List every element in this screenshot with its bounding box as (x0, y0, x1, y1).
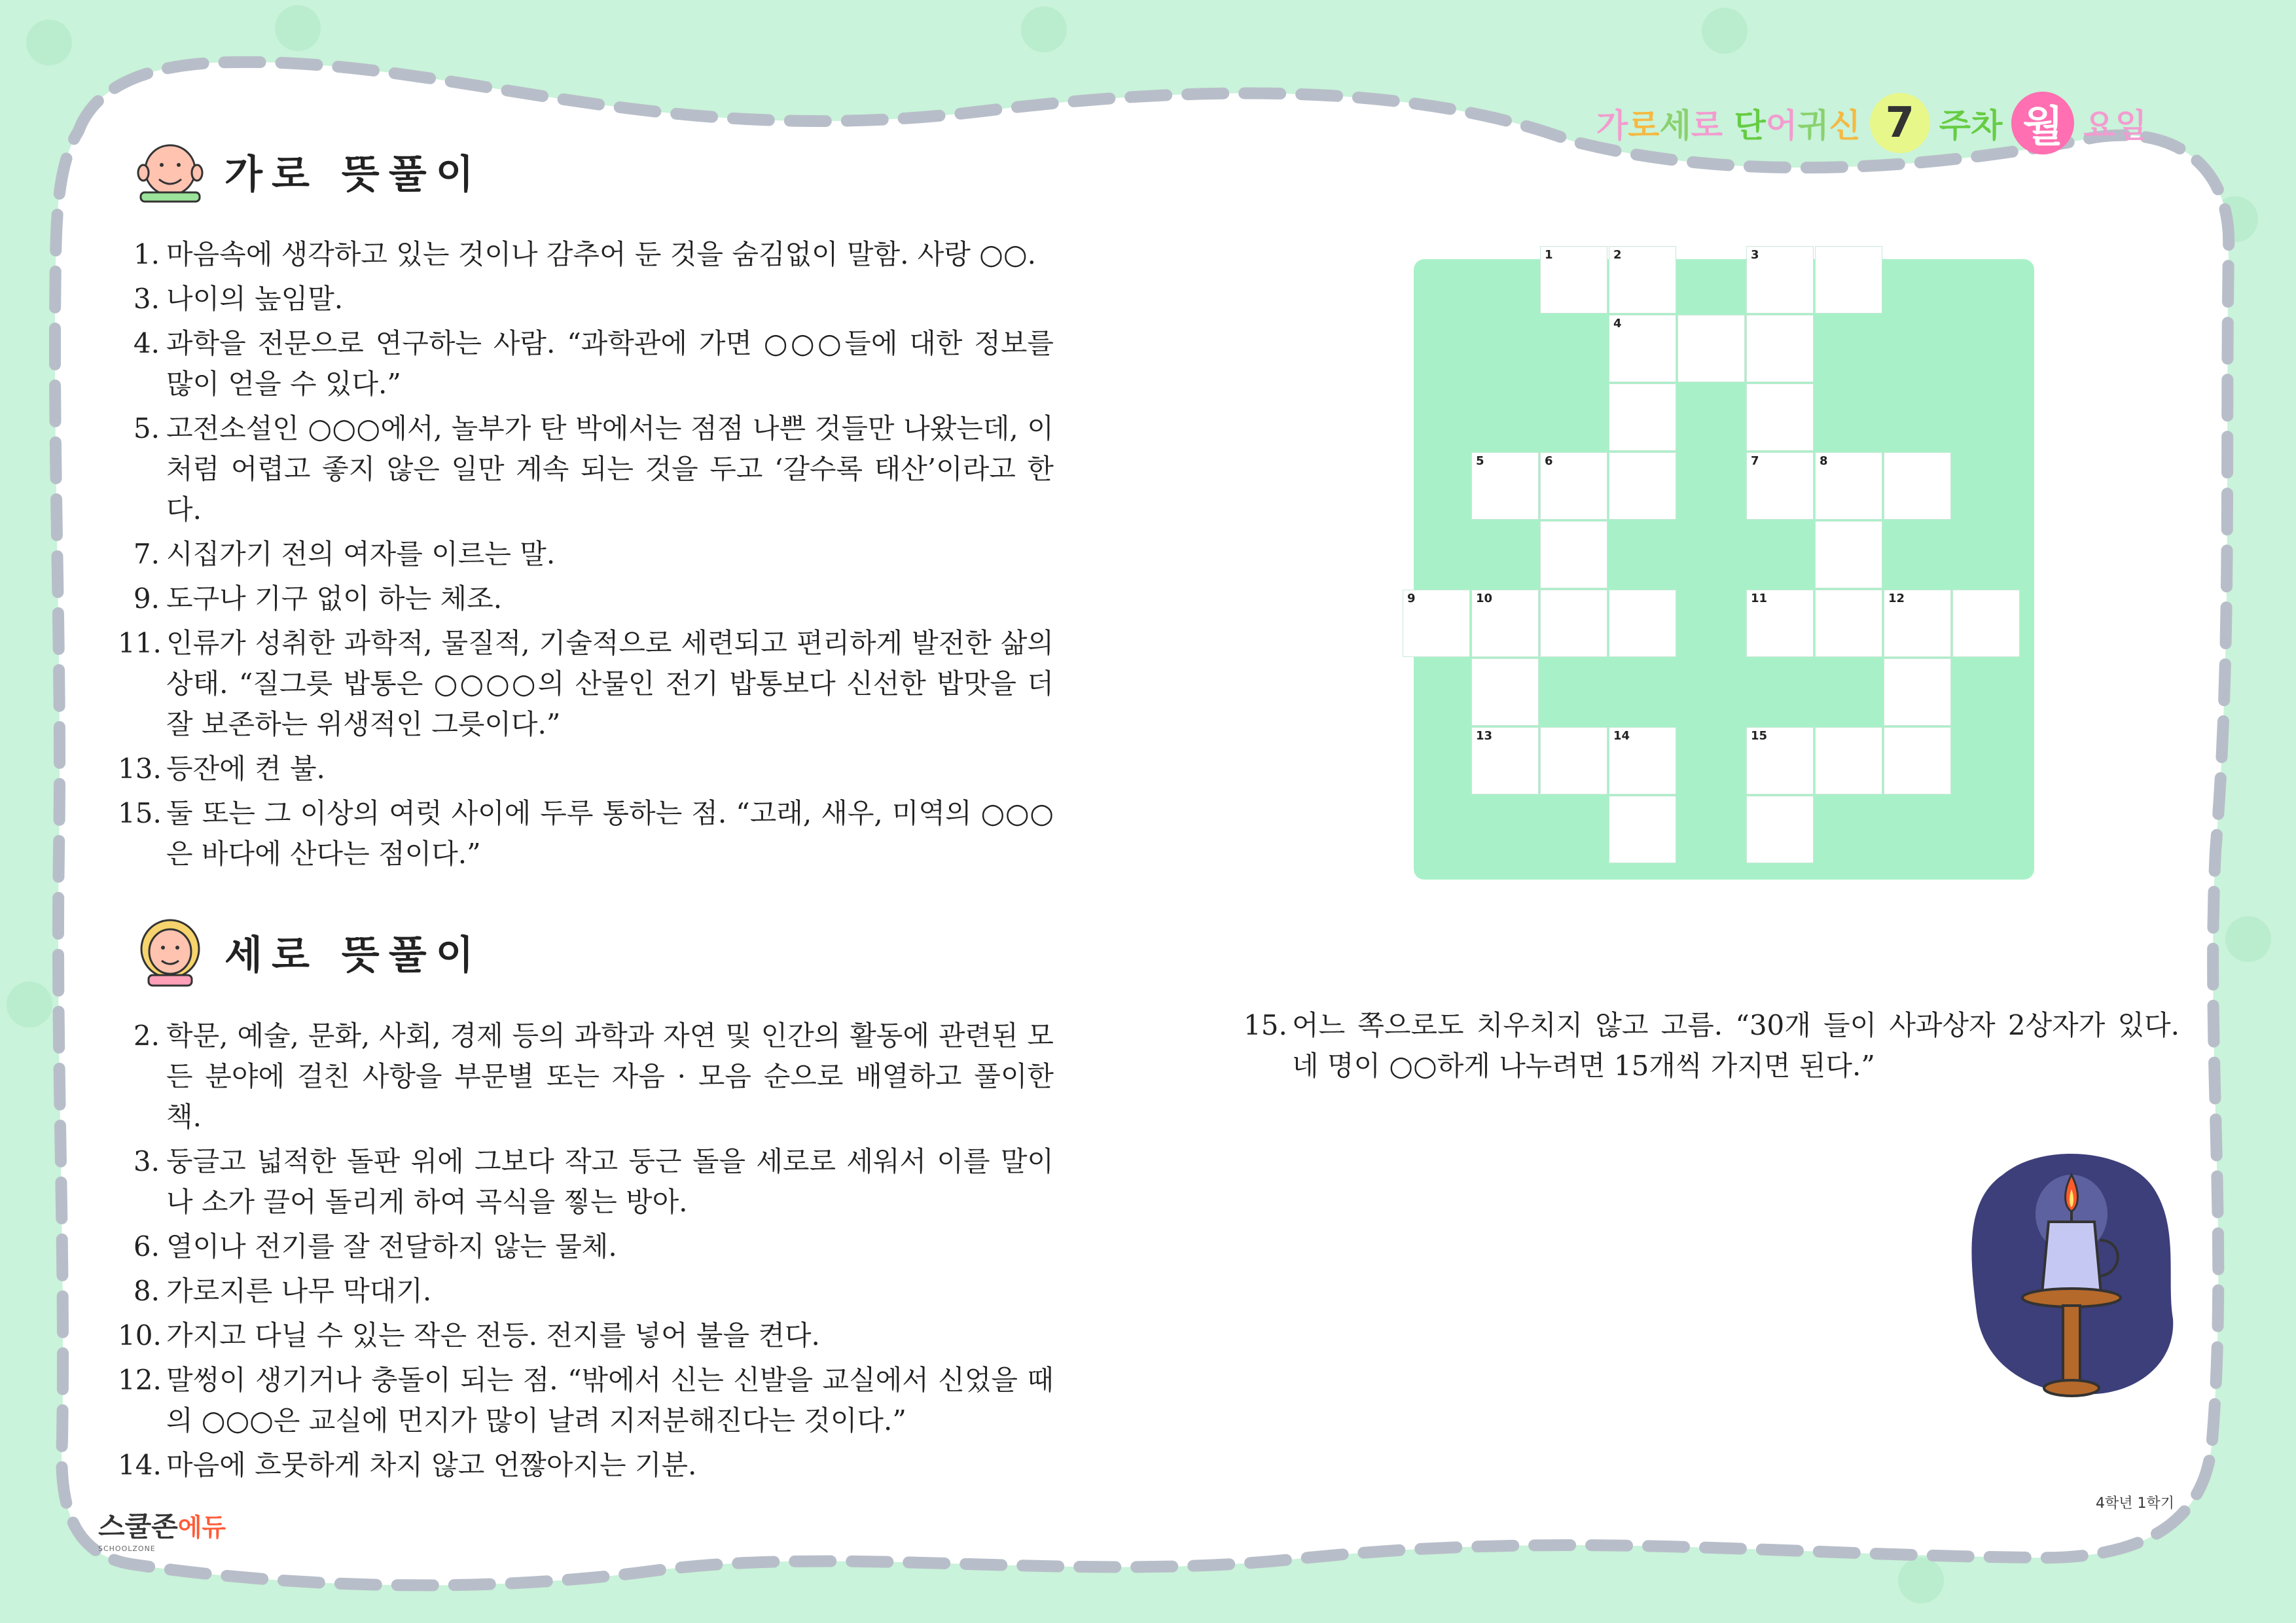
crossword-cell-number: 3 (1751, 248, 1759, 262)
clue-item (118, 323, 1054, 404)
crossword-cell[interactable] (1540, 590, 1607, 657)
clue-item (118, 749, 1054, 789)
crossword-cell-number: 14 (1613, 729, 1630, 743)
clue-text: 어느 쪽으로도 치우치지 않고 고름. “30개 들이 사과상자 2상자가 있다. 네 명이 ○○하게 나누려면 15개씩 가지면 된다.” (1292, 1009, 2179, 1082)
crossword-cell[interactable] (1746, 590, 1814, 657)
crossword-cell[interactable] (1746, 727, 1814, 794)
clue-number: 10. (118, 1319, 162, 1351)
crossword-cell-number: 8 (1820, 454, 1828, 468)
grade-label: 4학년 1학기 (2096, 1495, 2174, 1512)
header-title-char: 세 (1659, 107, 1691, 145)
clue-item (118, 1360, 1054, 1441)
clue-text: 열이나 전기를 잘 전달하지 않는 물체. (166, 1230, 617, 1262)
day-badge: 월 (2011, 92, 2074, 154)
crossword-cell[interactable] (1815, 590, 1882, 657)
clue-number: 4. (133, 327, 160, 359)
clue-text: 나이의 높임말. (166, 283, 344, 315)
publisher-logo (98, 1505, 226, 1553)
clue-item (118, 279, 1054, 319)
clue-number: 8. (133, 1275, 160, 1307)
crossword-cell[interactable] (1884, 452, 1951, 520)
crossword-cell[interactable] (1609, 452, 1676, 520)
clue-number: 3. (133, 1145, 160, 1177)
header-title-char: 귀 (1797, 107, 1829, 145)
clue-text: 인류가 성취한 과학적, 물질적, 기술적으로 세련되고 편리하게 발전한 삶의 상태. “질그릇 밥통은 ○○○○의 산물인 전기 밥통보다 신선한 밥맛을 더 잘 보존하는 위생적인 그릇이다.” (166, 627, 1054, 740)
header-title-char: 로 (1691, 107, 1723, 145)
across-clue-list (118, 234, 1054, 878)
crossword-cell[interactable] (1609, 796, 1676, 863)
crossword-cell[interactable] (1471, 452, 1539, 520)
across-section-header (134, 139, 483, 204)
clue-item (118, 1315, 1054, 1356)
clue-number: 15. (118, 797, 162, 829)
crossword-cell[interactable] (1884, 590, 1951, 657)
crossword-cell-number: 5 (1476, 454, 1484, 468)
crossword-cell[interactable] (1746, 796, 1814, 863)
week-number-badge: 7 (1870, 93, 1930, 153)
clue-text: 마음속에 생각하고 있는 것이나 감추어 둔 것을 숨김없이 말함. 사랑 ○○. (166, 238, 1036, 270)
clue-item (118, 1445, 1054, 1486)
clue-number: 12. (118, 1364, 162, 1396)
clue-item (118, 234, 1054, 275)
crossword-cell[interactable] (1746, 315, 1814, 382)
logo-text: 스쿨존 (98, 1510, 178, 1543)
clue-item (118, 408, 1054, 530)
clue-text: 둘 또는 그 이상의 여럿 사이에 두루 통하는 점. “고래, 새우, 미역의 ○○○은 바다에 산다는 점이다.” (166, 797, 1054, 870)
crossword-cell[interactable] (1609, 590, 1676, 657)
crossword-cell-number: 13 (1476, 729, 1493, 743)
clue-text: 학문, 예술, 문화, 사회, 경제 등의 과학과 자연 및 인간의 활동에 관련된 모든 분야에 걸친 사항을 부문별 또는 자음 · 모음 순으로 배열하고 풀이한 책. (166, 1020, 1054, 1133)
clue-item (118, 1141, 1054, 1222)
clue-number: 3. (133, 283, 160, 315)
header-title-char: 신 (1829, 107, 1861, 145)
header-title-char: 가 (1596, 107, 1628, 145)
clue-text: 고전소설인 ○○○에서, 놀부가 탄 박에서는 점점 나쁜 것들만 나왔는데, 이처럼 어렵고 좋지 않은 일만 계속 되는 것을 두고 ‘갈수록 태산’이라고 한다. (166, 412, 1054, 526)
crossword-cell-number: 12 (1888, 592, 1905, 605)
logo-subtext: SCHOOLZONE (98, 1544, 156, 1553)
clue-number: 9. (133, 582, 160, 615)
clue-text: 시집가기 전의 여자를 이르는 말. (166, 538, 556, 570)
header-title-char: 단 (1734, 107, 1766, 145)
week-label: 주차 (1939, 107, 2003, 145)
clue-item (118, 623, 1054, 745)
crossword-cell[interactable] (1403, 590, 1470, 657)
crossword-cell-number: 11 (1751, 592, 1768, 605)
clue-number: 14. (118, 1449, 162, 1481)
crossword-cell-number: 10 (1476, 592, 1493, 605)
down-clue-list-continued (1244, 1005, 2179, 1090)
clue-item (118, 1226, 1054, 1267)
clue-item (1244, 1005, 2179, 1086)
crossword-cell[interactable] (1471, 658, 1539, 726)
down-clue-list (118, 1016, 1054, 1489)
crossword-cell[interactable] (1471, 727, 1539, 794)
crossword-cell[interactable] (1471, 590, 1539, 657)
clue-text: 과학을 전문으로 연구하는 사람. “과학관에 가면 ○○○들에 대한 정보를 많이 얻을 수 있다.” (166, 327, 1054, 400)
across-title: 가로 뜻풀이 (224, 152, 483, 198)
clue-item (118, 1271, 1054, 1311)
crossword-cell[interactable] (1952, 590, 2020, 657)
crossword-cell[interactable] (1746, 246, 1814, 313)
clue-text: 가로지른 나무 막대기. (166, 1275, 432, 1307)
clue-item (118, 1016, 1054, 1137)
clue-number: 15. (1244, 1009, 1287, 1041)
header-title-char: 어 (1765, 107, 1798, 145)
week-day-header (1596, 92, 2147, 154)
day-label: 요일 (2083, 107, 2147, 145)
clue-text: 가지고 다닐 수 있는 작은 전등. 전지를 넣어 불을 켠다. (166, 1319, 820, 1351)
candle-illustration (1964, 1149, 2179, 1423)
logo-edu-text: 에듀 (177, 1513, 226, 1542)
crossword-cell[interactable] (1540, 452, 1607, 520)
girl-face-icon (134, 916, 206, 988)
crossword-cell[interactable] (1815, 452, 1882, 520)
clue-item (118, 793, 1054, 874)
crossword-cell[interactable] (1746, 452, 1814, 520)
crossword-cell-number: 1 (1545, 248, 1553, 262)
clue-number: 6. (133, 1230, 160, 1262)
clue-number: 5. (133, 412, 160, 444)
crossword-cell-number: 2 (1613, 248, 1622, 262)
clue-text: 도구나 기구 없이 하는 체조. (166, 582, 503, 615)
crossword-cell-number: 6 (1545, 454, 1553, 468)
crossword-cell[interactable] (1815, 521, 1882, 588)
crossword-cell[interactable] (1540, 246, 1607, 313)
clue-number: 7. (133, 538, 160, 570)
crossword-cell[interactable] (1884, 727, 1951, 794)
clue-number: 11. (118, 627, 162, 659)
crossword-cell[interactable] (1609, 246, 1676, 313)
clue-item (118, 579, 1054, 619)
crossword-cell-number: 4 (1613, 317, 1622, 330)
crossword-cell-number: 7 (1751, 454, 1759, 468)
crossword-cell[interactable] (1540, 727, 1607, 794)
clue-number: 13. (118, 753, 162, 785)
crossword-cell[interactable] (1609, 727, 1676, 794)
crossword-cell-number: 15 (1751, 729, 1768, 743)
header-title-char: 로 (1628, 107, 1660, 145)
clue-text: 마음에 흐뭇하게 차지 않고 언짢아지는 기분. (166, 1449, 697, 1481)
header-title (1596, 99, 1861, 147)
clue-number: 2. (133, 1020, 160, 1052)
clue-item (118, 534, 1054, 575)
clue-number: 1. (133, 238, 160, 270)
crossword-cell[interactable] (1815, 246, 1882, 313)
boy-face-icon (134, 139, 206, 204)
crossword-cell[interactable] (1540, 521, 1607, 588)
crossword-cell-number: 9 (1407, 592, 1416, 605)
down-title: 세로 뜻풀이 (224, 933, 483, 978)
crossword-cell[interactable] (1746, 383, 1814, 451)
clue-text: 둥글고 넓적한 돌판 위에 그보다 작고 둥근 돌을 세로로 세워서 이를 말이나 소가 끌어 돌리게 하여 곡식을 찧는 방아. (166, 1145, 1054, 1218)
header-title-char (1723, 107, 1734, 145)
crossword-cell[interactable] (1609, 315, 1676, 382)
crossword-cell[interactable] (1677, 315, 1745, 382)
clue-text: 등잔에 켠 불. (166, 753, 325, 785)
crossword-cell[interactable] (1815, 727, 1882, 794)
down-section-header (134, 916, 483, 988)
crossword-cell[interactable] (1609, 383, 1676, 451)
clue-text: 말썽이 생기거나 충돌이 되는 점. “밖에서 신는 신발을 교실에서 신었을 때의 ○○○은 교실에 먼지가 많이 날려 지저분해진다는 것이다.” (166, 1364, 1054, 1436)
crossword-cell[interactable] (1884, 658, 1951, 726)
